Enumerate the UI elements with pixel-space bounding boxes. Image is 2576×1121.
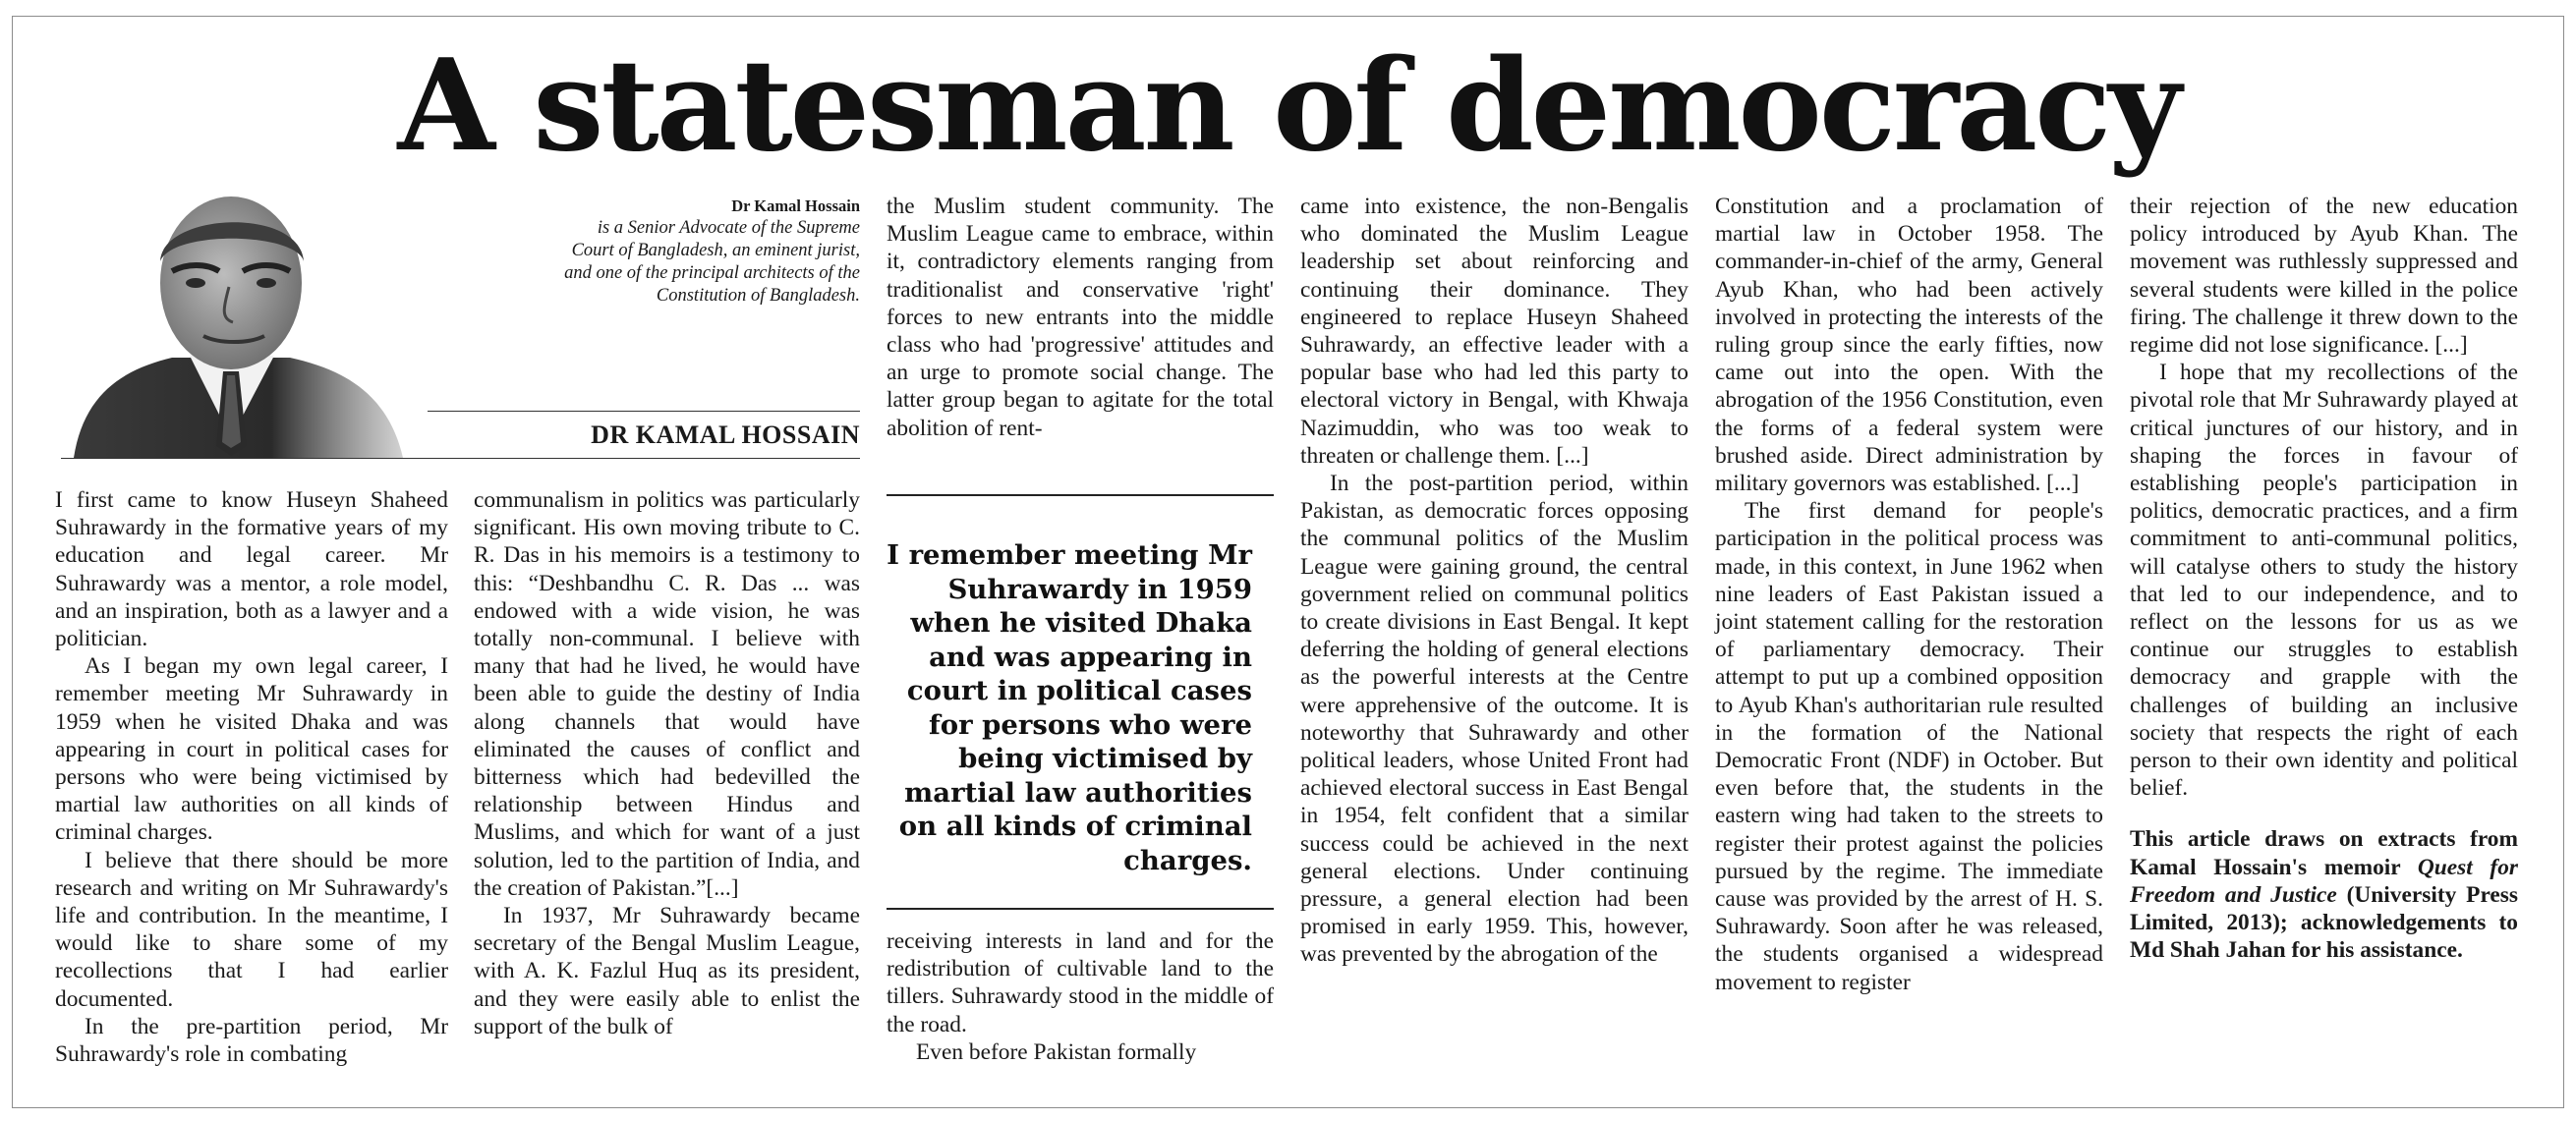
article-column-4 [1300, 193, 1689, 1067]
paragraph: Constitution and a proclamation of martial law in October 1958. The commander-in-chief of the army, General Ayub Khan, who had been actively involved in protecting the interests of the ruling group since the early fifties, now came out into the open. With the abrogation of the 1956 Constitution, even the forms of a federal system were brushed aside. Direct administration by military governors was established. [...] [1715, 194, 2103, 497]
article-credit [2130, 825, 2518, 964]
portrait-divider [61, 458, 860, 459]
paragraph: receiving interests in land and for the redistribution of cultivable land to the tillers. Suhrawardy stood in the middle of the road. [887, 928, 1274, 1037]
article-column-1 [55, 486, 448, 1068]
byline: DR KAMAL HOSSAIN [591, 420, 860, 449]
paragraph: I believe that there should be more research and writing on Mr Suhrawardy's life and contribution. In the meantime, I would like to share some of my recollections that I had earlier documented. [55, 847, 448, 1012]
article-column-6 [2130, 193, 2518, 1077]
paragraph: In 1937, Mr Suhrawardy became secretary of the Bengal Muslim League, with A. K. Fazlul Huq as its president, and they were easily able to enlist the support of the bulk of [474, 903, 860, 1039]
bio-line: Court of Bangladesh, an eminent jurist, [571, 241, 860, 260]
pull-quote-rule-bottom [887, 908, 1274, 910]
paragraph: I first came to know Huseyn Shaheed Suhrawardy in the formative years of my education and legal career. Mr Suhrawardy was a mentor, a role model, and an inspiration, both as a lawyer and a politician. [55, 487, 448, 652]
paragraph: came into existence, the non-Bengalis who dominated the Muslim League leadership set about reinforcing and continuing their dominance. They engineered to replace Huseyn Shaheed Suhrawardy, an effective leader with a popular base who had led this party to electoral victory in Bengal, with Khwaja Nazimuddin, who was too weak to threaten or challenge them. [...] [1300, 194, 1689, 469]
pull-quote: I remember meeting Mr Suhrawardy in 1959 when he visited Dhaka and was appearing in court in political cases for persons who were being victimised by martial law authorities on all kinds of criminal charges. [887, 539, 1252, 876]
paragraph: Even before Pakistan formally [916, 1038, 1197, 1065]
credit-lead: This article draws on extracts from Kamal Hossain's memoir [2130, 826, 2518, 880]
paragraph: communalism in politics was particularly significant. His own moving tribute to C. R. Das in his memoirs is a testimony to this: “Deshbandhu C. R. Das ... was endowed with a wide vision, he was totally non-communal. I believe with many that had he lived, he would have been able to guide the destiny of India along channels that would have eliminated the causes of conflict and bitterness which had bedevilled the relationship between Hindus and Muslims, and which for want of a just solution, led to the partition of India, and the creation of Pakistan.”[...] [474, 487, 860, 901]
article-column-5 [1715, 193, 2103, 1067]
article-column-3-top [887, 193, 1274, 468]
bio-line: is a Senior Advocate of the Supreme [597, 218, 860, 238]
article-column-3-bottom [887, 927, 1274, 1065]
article-column-2 [474, 486, 860, 1039]
paragraph: their rejection of the new education policy introduced by Ayub Khan. The movement was ruthlessly suppressed and several students were killed in the police firing. The challenge it threw down to the regime did not lose significance. [...] [2130, 194, 2518, 359]
paragraph: As I began my own legal career, I remember meeting Mr Suhrawardy in 1959 when he visited Dhaka and was appearing in court in political cases for persons who were being victimised by martial law authorities on all kinds of criminal charges. [55, 653, 448, 846]
byline-divider [428, 411, 860, 412]
paragraph: In the post-partition period, within Pakistan, as democratic forces opposing the communal politics of the Muslim League were gaining ground, the central government relied on communal politics to create divisions in East Bengal. It kept deferring the holding of general elections as the powerful interests at the Centre were apprehensive of the outcome. It is noteworthy that Suhrawardy and other political leaders, whose United Front had achieved electoral success in East Bengal in 1954, felt confident that a similar success could be achieved in the next general elections. Under continuing pressure, a general election had been promised in early 1959. This, however, was prevented by the abrogation of the [1300, 471, 1689, 968]
credit-book-title: Quest for Freedom and Justice [2130, 854, 2518, 908]
author-bio [564, 195, 860, 308]
paragraph: The first demand for people's participation in the political process was made, in this context, in June 1962 when nine leaders of East Pakistan issued a joint statement calling for the restoration of parliamentary democracy. Their attempt to put up a combined opposition to Ayub Khan's authoritarian rule resulted in the formation of the National Democratic Front (NDF) in October. But even before that, the students in the eastern wing had taken to the streets to register their protest against the policies pursued by the regime. The immediate cause was provided by the arrest of H. S. Suhrawardy. Soon after he was released, the students organised a widespread movement to register [1715, 498, 2103, 995]
author-portrait [64, 193, 437, 458]
credit-tail: (University Press Limited, 2013); acknowledgements to Md Shah Jahan for his assistance. [2130, 881, 2518, 964]
paragraph: I hope that my recollections of the pivotal role that Mr Suhrawardy played at critical junctures of our history, and in shaping the forces in favour of establishing people's participation in politics, democratic practices, and a firm commitment to anti-communal politics, will catalyse others to study the history that led to our independence, and to reflect on the lessons for us as we continue our struggles to establish democracy and grapple with the challenges of building an inclusive society that respects the right of each person to their own identity and political belief. [2130, 360, 2518, 802]
pull-quote-rule-top [887, 494, 1274, 496]
paragraph: the Muslim student community. The Muslim League came to embrace, within it, contradictory elements ranging from traditionalist and conservative 'right' forces to new entrants into the middle class who had 'progressive' attitudes and an urge to promote social change. The latter group began to agitate for the total abolition of rent- [887, 194, 1274, 441]
bio-line: Constitution of Bangladesh. [656, 286, 860, 306]
bio-author-name: Dr Kamal Hossain [731, 196, 860, 215]
bio-line: and one of the principal architects of the [564, 263, 860, 283]
headline: A statesman of democracy [397, 32, 2179, 180]
paragraph: In the pre-partition period, Mr Suhrawardy's role in combating [55, 1013, 448, 1068]
